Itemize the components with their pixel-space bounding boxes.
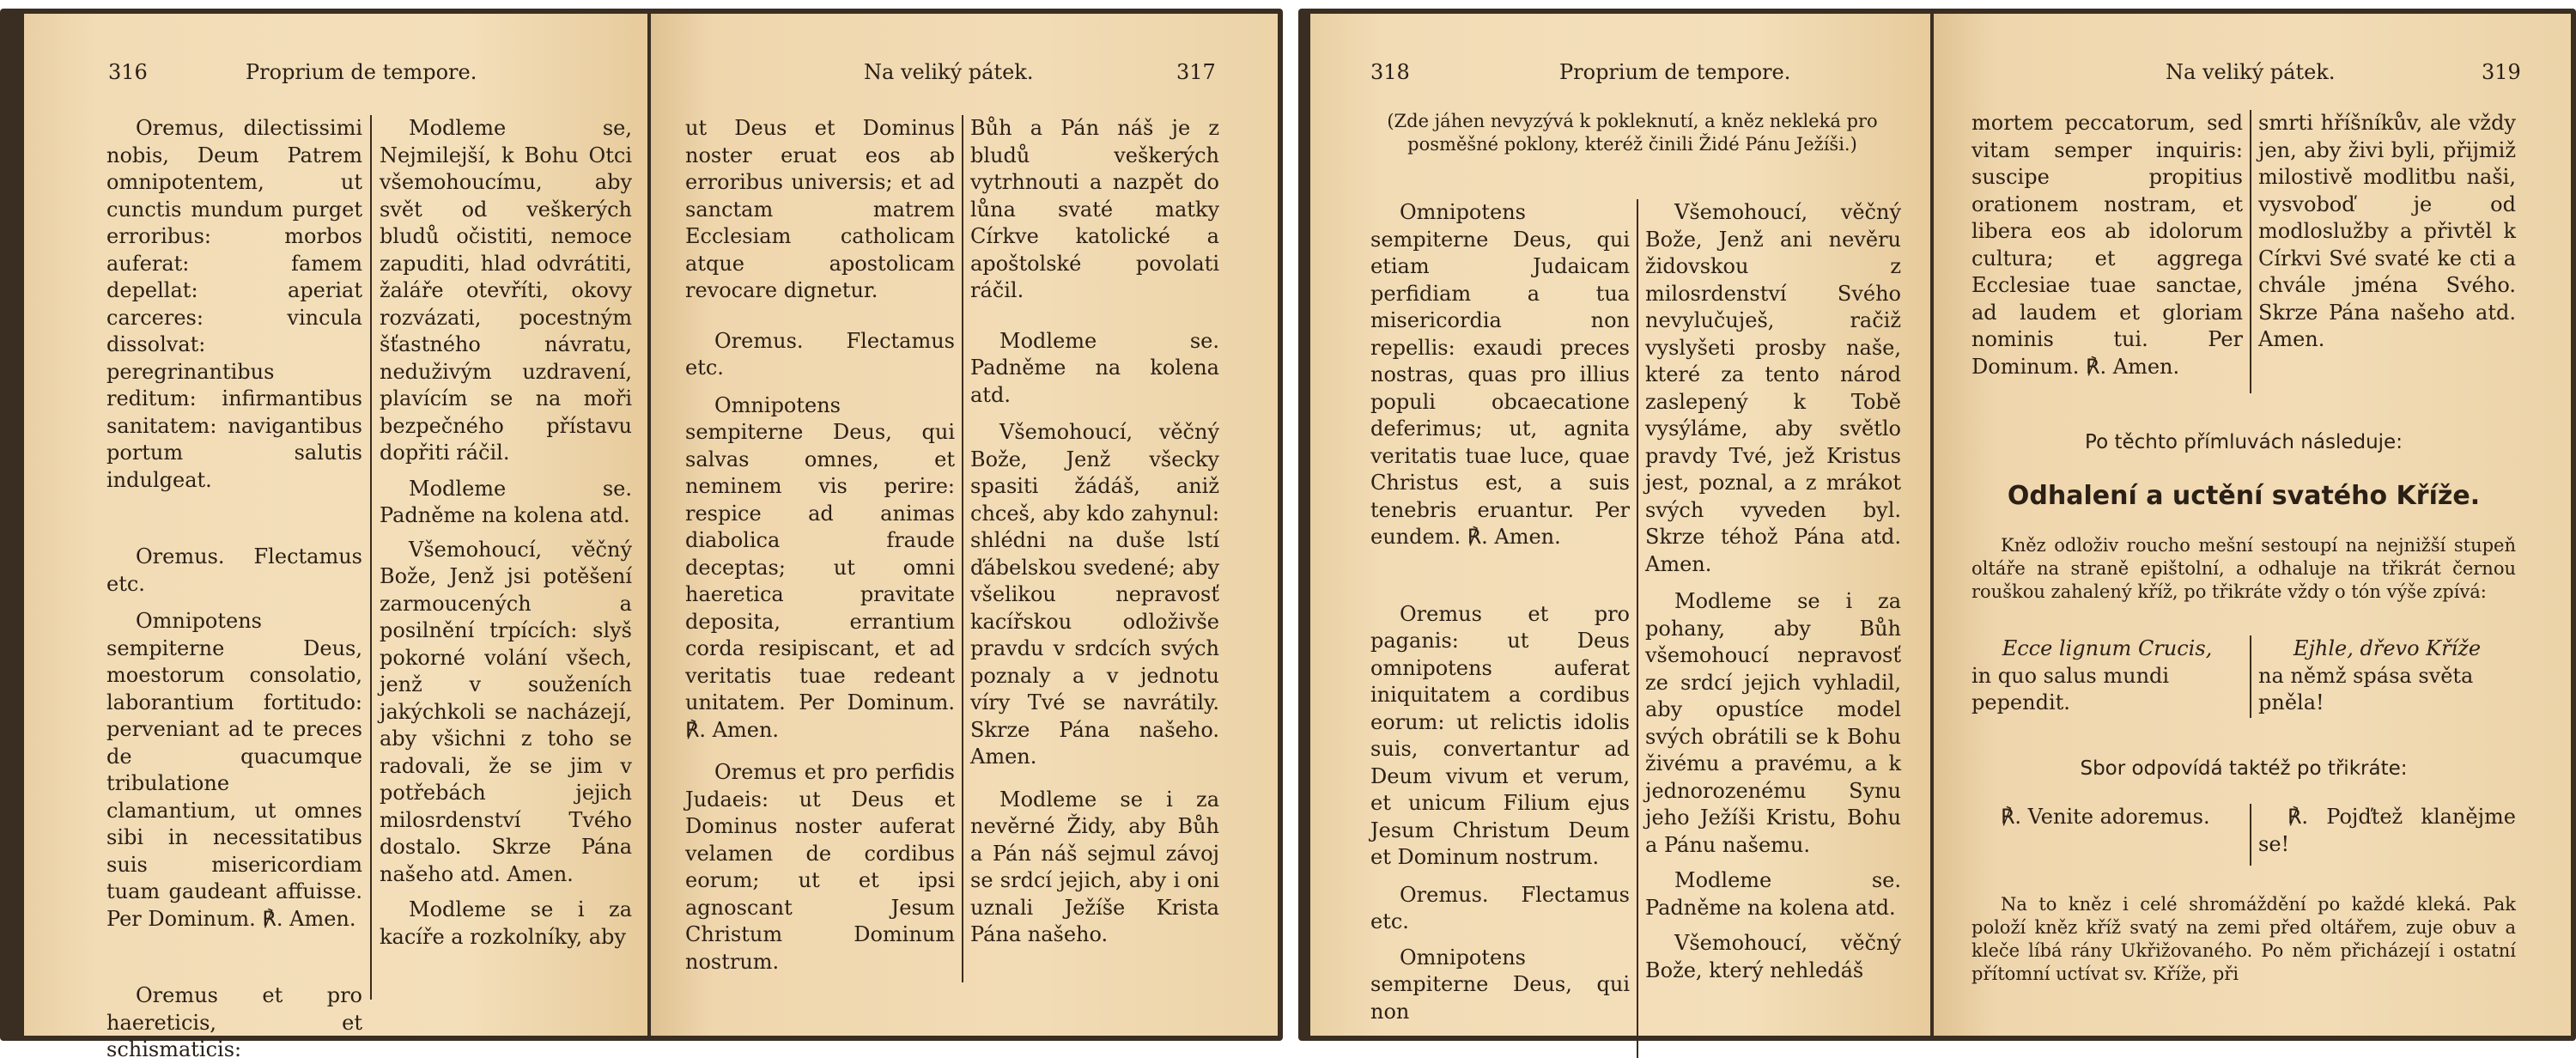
rubric-block (1971, 534, 2516, 604)
column-divider (962, 115, 963, 982)
book-spread-left-photo (0, 9, 1283, 1061)
rubric-block (1971, 893, 2516, 986)
rubric-text: Na to kněz i celé shromáždění po každé kleká. Pak položí kněz kříž svatý na zemi před oltářem, zuje obuv a kleče líbá rány Ukřižovaného. Po něm přicházejí i ostatní přítomní uctívat sv. Kříže, při (1971, 894, 2516, 984)
paragraph: Modleme se i za nevěrné Židy, aby Bůh a Pán náš sejmul závoj se srdcí jejich, aby i oni uznali Ježíše Krista Pána našeho. (970, 787, 1219, 946)
page-header (1934, 60, 2571, 94)
chant-incipit: Ejhle, dřevo Kříže (2293, 636, 2482, 660)
response-text: ℟. Venite adoremus. (2001, 805, 2210, 829)
chant-latin (1971, 635, 2243, 717)
paragraph: mortem peccatorum, sed vitam semper inquiris: suscipe propitius orationem nostram, et libera eos ab idolorum cultura; et aggrega Ecclesiae tuae sanctae, ad laudem et gloriam nominis tui. Per Dominum. ℟. Amen. (1971, 111, 2243, 379)
chant-continuation: in quo salus mundi pependit. (1971, 663, 2170, 714)
page-317 (651, 14, 1278, 1036)
paragraph: Všemohoucí, věčný Bože, Jenž ani nevěru židovskou z milosrdenství Svého nevylučuješ, račiž vyslyšeti prosby naše, které za tento národ zaslepený k Tobě vysýláme, aby světlo pravdy Tvé, jež Kristus jest, poznal, a z mrákot svých vyveden byl. Skrze téhož Pána atd. Amen. (1645, 200, 1901, 576)
paragraph: ut Deus et Dominus noster eruat eos ab erroribus universis; et ad sanctam matrem Ecclesiam catholicam atque apostolicam revocare dignetur. (685, 116, 955, 302)
latin-column (685, 115, 955, 1036)
choir-line (1971, 756, 2516, 782)
paragraph: Omnipotens sempiterne Deus, qui non (1370, 945, 1630, 1024)
paragraph: Modleme se. Padněme na kolena atd. (1645, 868, 1901, 920)
column-divider (370, 115, 372, 1000)
running-title: Proprium de tempore. (1559, 60, 1791, 84)
chant-czech (2258, 635, 2516, 717)
page-number: 318 (1370, 60, 1410, 84)
rubric-text: (Zde jáhen nevyzývá k pokleknutí, a kněz nekleká pro posměšné poklony, kteréž činili Židé Pánu Ježíši.) (1387, 111, 1878, 155)
response-latin (1971, 804, 2243, 831)
paragraph: Všemohoucí, věčný Bože, Jenž všecky spasiti žádáš, aniž chceš, aby kdo zahynul: shlédni na duše lstí ďábelskou svedené; aby všelikou nepravosť kacířskou odloživše pravdu v srdcích svých poznaly a v jednotu víry Tvé se navrátily. Skrze Pána našeho. Amen. (970, 420, 1219, 769)
paragraph: Oremus. Flectamus etc. (1370, 882, 1630, 933)
page-319 (1934, 14, 2571, 1036)
paragraph: Modleme se. Padněme na kolena atd. (970, 328, 1219, 407)
czech-column (1645, 199, 1901, 1036)
book-spread-right-photo (1298, 9, 2576, 1041)
page-number: 317 (1176, 60, 1216, 84)
paragraph: Modleme se, Nejmilejší, k Bohu Otci všemohoucímu, aby svět od veškerých bludů očistiti, nemoce zapuditi, hlad odvrátiti, žaláře otevříti, okovy rozvázati, pocestným šťastného návratu, neduživým uzdravení, plavícím se na moři bezpečného přístavu dopřiti ráčil. (380, 116, 632, 465)
paragraph: Oremus. Flectamus etc. (106, 544, 362, 596)
response-czech (2258, 804, 2516, 858)
page-header (24, 60, 647, 94)
running-title: Na veliký pátek. (864, 60, 1034, 84)
response-text: ℟. Pojďtež klanějme se! (2258, 805, 2516, 856)
section-heading (1971, 479, 2516, 514)
paragraph: Oremus et pro paganis: ut Deus omnipotens auferat iniquitatem a cordibus eorum: ut relictis idolis suis, convertantur ad Deum vivum et verum, et unicum Filium ejus Jesum Christum Deum et Dominum nostrum. (1370, 601, 1630, 869)
chant-continuation: na němž spása světa pněla! (2258, 663, 2474, 714)
paragraph: Oremus et pro perfidis Judaeis: ut Deus et Dominus noster auferat velamen de cordibus eorum; ut et ipsi agnoscant Jesum Christum Dominum nostrum. (685, 760, 955, 974)
paragraph: smrti hříšníkův, ale vždy jen, aby živi byli, přijmiž milostivě modlitbu naši, vysvoboď je od modloslužby a přivtěl k Církvi Své svaté ke cti a chvále jména Svého. Skrze Pána našeho atd. Amen. (2258, 111, 2516, 351)
page-header (651, 60, 1278, 94)
latin-column (1370, 199, 1630, 1036)
page-header (1310, 60, 1930, 94)
czech-column (2258, 110, 2516, 402)
paragraph: Oremus. Flectamus etc. (685, 328, 955, 380)
intro-text: Po těchto přímluvách následuje: (2085, 431, 2403, 453)
czech-column (380, 115, 632, 1036)
paragraph: Modleme se. Padněme na kolena atd. (380, 476, 632, 527)
choir-text: Sbor odpovídá taktéž po třikráte: (2080, 757, 2408, 780)
paragraph: Všemohoucí, věčný Bože, který nehledáš (1645, 931, 1901, 982)
paragraph: Všemohoucí, věčný Bože, Jenž jsi potěšení zarmoucených a posilnění trpících: slyš pokorné volání všech, jenž v souženích jakýchkoli se nacházejí, aby všichni z toho se radovali, že se jim v potřebách jejich milosrdenství Tvého dostalo. Skrze Pána našeho atd. Amen. (380, 537, 632, 886)
paragraph: Omnipotens sempiterne Deus, qui etiam Judaicam perfidiam a tua misericordia non repellis: exaudi preces nostras, quas pro illius populi obcaecatione deferimus; ut, agnita veritatis tuae luce, quae Christus est, a suis tenebris eruantur. Per eundem. ℟. Amen. (1370, 200, 1630, 549)
paragraph: Bůh a Pán náš je z bludů veškerých vytrhnouti a nazpět do lůna svaté matky Církve katolické a apoštolské povolati ráčil. (970, 116, 1219, 302)
page-number: 319 (2482, 60, 2521, 84)
column-divider (2250, 635, 2251, 718)
paragraph: Oremus, dilectissimi nobis, Deum Patrem omnipotentem, ut cunctis mundum purget erroribus: morbos auferat: famem depellat: aperiat carceres: vincula dissolvat: peregrinantibus reditum: infirmantibus sanitatem: navigantibus portum salutis indulgeat. (106, 116, 362, 492)
chant-incipit: Ecce lignum Crucis, (2002, 636, 2213, 660)
page-number: 316 (108, 60, 148, 84)
column-divider (2250, 804, 2251, 866)
running-title: Proprium de tempore. (246, 60, 477, 84)
page-318 (1310, 14, 1930, 1036)
paragraph: Modleme se i za kacíře a rozkolníky, aby (380, 897, 632, 949)
latin-column (106, 115, 362, 1061)
intro-line (1971, 429, 2516, 456)
paragraph: Omnipotens sempiterne Deus, moestorum consolatio, laborantium fortitudo: perveniant ad te preces de quacumque tribulatione clamantium, ut omnes sibi in necessitatibus suis misericordiam tuam gaudeant affuisse. Per Dominum. ℟. Amen. (106, 609, 362, 931)
paragraph: Oremus et pro haereticis, et schismaticis: (106, 983, 362, 1061)
running-title: Na veliký pátek. (2166, 60, 2336, 84)
latin-column (1971, 110, 2243, 402)
paragraph: Modleme se i za pohany, aby Bůh všemohoucí nepravosť ze srdcí jejich vyhladil, aby opustíce model svých obrátili se k Bohu živému a pravému, a k jednorozenému Synu jeho Ježíši Kristu, Bohu a Pánu našemu. (1645, 589, 1901, 857)
section-title: Odhalení a uctění svatého Kříže. (2007, 481, 2481, 511)
rubric-text: Kněz odloživ roucho mešní sestoupí na nejnižší stupeň oltáře na straně epištolní, a odhaluje na třikrát černou rouškou zahalený kříž, po třikráte vždy o tón výše zpívá: (1971, 535, 2516, 602)
page-316 (24, 14, 647, 1061)
paragraph: Omnipotens sempiterne Deus, qui salvas omnes, et neminem vis perire: respice ad animas diabolica fraude deceptas; ut omni haeretica pravitate deposita, errantium corda resipiscant, et ad veritatis tuae redeant unitatem. Per Dominum. ℟. Amen. (685, 392, 955, 742)
czech-column (970, 115, 1219, 1036)
column-divider (1637, 199, 1638, 1058)
column-divider (2250, 110, 2251, 393)
